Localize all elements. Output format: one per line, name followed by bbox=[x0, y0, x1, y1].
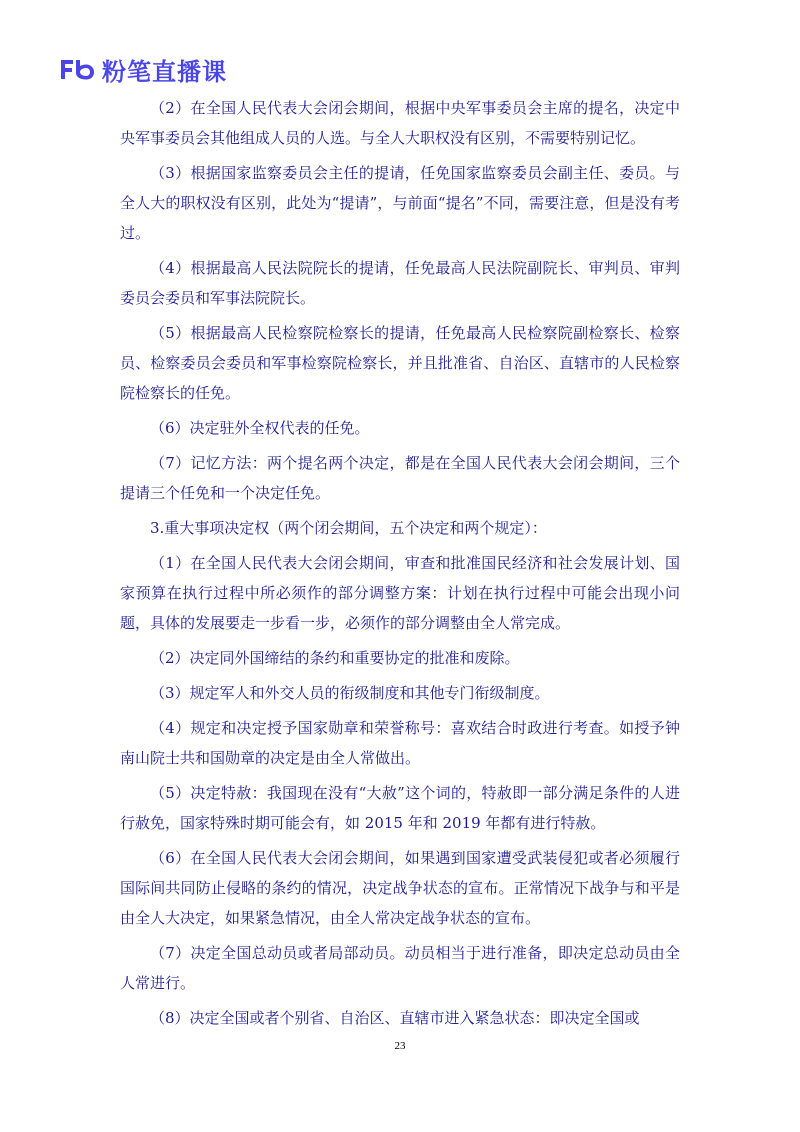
paragraph: （5）根据最高人民检察院检察长的提请，任免最高人民检察院副检察长、检察员、检察委员会委员和军事检察院检察长，并且批准省、自治区、直辖市的人民检察院检察长的任免。 bbox=[120, 324, 680, 402]
brand-name: 粉笔直播课 bbox=[102, 57, 227, 86]
paragraph: （5）决定特赦：我国现在没有“大赦”这个词的，特赦即一部分满足条件的人进行赦免，国家特殊时期可能会有，如 2015 年和 2019 年都有进行特赦。 bbox=[120, 784, 680, 832]
paragraph: （7）记忆方法：两个提名两个决定，都是在全国人民代表大会闭会期间，三个提请三个任免和一个决定任免。 bbox=[120, 454, 680, 502]
paragraph: （3）规定军人和外交人员的衔级制度和其他专门衔级制度。 bbox=[150, 684, 550, 702]
paragraph: （2）决定同外国缔结的条约和重要协定的批准和废除。 bbox=[150, 649, 520, 667]
paragraph: （3）根据国家监察委员会主任的提请，任免国家监察委员会副主任、委员。与全人大的职权没有区别，此处为“提请”，与前面“提名”不同，需要注意，但是没有考过。 bbox=[120, 164, 680, 242]
document-body bbox=[120, 93, 680, 1038]
paragraph: （6）在全国人民代表大会闭会期间，如果遇到国家遭受武装侵犯或者必须履行国际间共同防止侵略的条约的情况，决定战争状态的宣布。正常情况下战争与和平是由全人大决定，如果紧急情况，由全人常决定战争状态的宣布。 bbox=[120, 849, 680, 927]
paragraph: （8）决定全国或者个别省、自治区、直辖市进入紧急状态：即决定全国或 bbox=[150, 1009, 640, 1027]
paragraph: （2）在全国人民代表大会闭会期间，根据中央军事委员会主席的提名，决定中央军事委员会其他组成人员的人选。与全人大职权没有区别，不需要特别记忆。 bbox=[120, 99, 680, 147]
paragraph: （7）决定全国总动员或者局部动员。动员相当于进行准备，即决定总动员由全人常进行。 bbox=[120, 944, 680, 992]
paragraph: （6）决定驻外全权代表的任免。 bbox=[150, 419, 370, 437]
section-heading: 3.重大事项决定权（两个闭会期间，五个决定和两个规定）： bbox=[150, 519, 547, 537]
page-number: 23 bbox=[394, 1040, 406, 1052]
page-header bbox=[58, 54, 227, 84]
fenbi-logo-icon bbox=[58, 56, 96, 82]
paragraph: （1）在全国人民代表大会闭会期间，审查和批准国民经济和社会发展计划、国家预算在执行过程中所必须作的部分调整方案：计划在执行过程中可能会出现小问题，具体的发展要走一步看一步，必须作的部分调整由全人常完成。 bbox=[120, 554, 680, 632]
paragraph: （4）规定和决定授予国家勋章和荣誉称号：喜欢结合时政进行考查。如授予钟南山院士共和国勋章的决定是由全人常做出。 bbox=[120, 719, 680, 767]
paragraph: （4）根据最高人民法院院长的提请，任免最高人民法院副院长、审判员、审判委员会委员和军事法院院长。 bbox=[120, 259, 680, 307]
